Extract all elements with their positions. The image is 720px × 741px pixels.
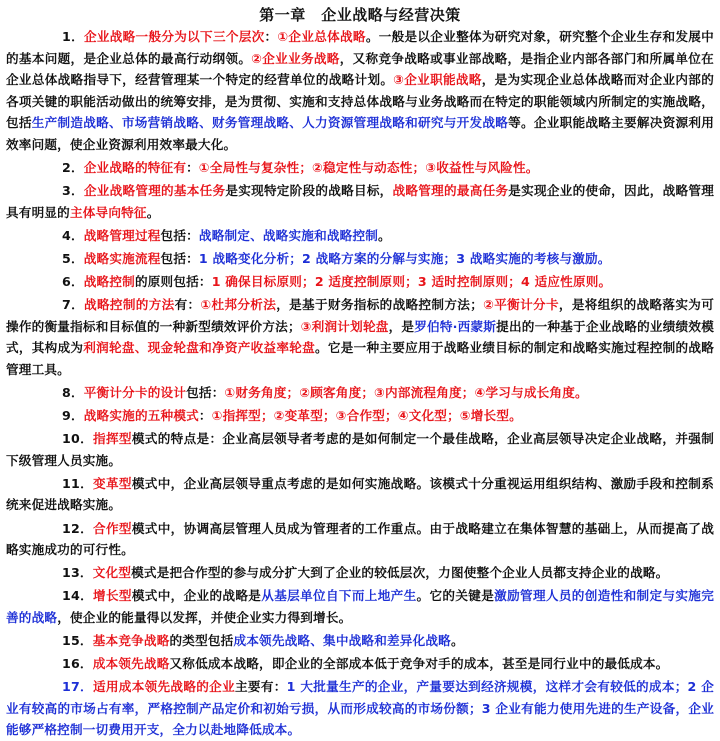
- body-text-segment: 模式中，协调高层管理人员成为管理者的工作重点。由于战略建立在集体智慧的基础上，从而提高了战略实施成功的可行性。: [6, 520, 714, 558]
- paragraph-item-17: [0, 676, 720, 741]
- body-text-segment: ：: [198, 408, 212, 424]
- body-text-segment: 有：: [174, 297, 201, 313]
- paragraph-item-7: [0, 294, 720, 380]
- red-highlight-segment: 文化型: [92, 565, 132, 581]
- body-text-segment: 模式中，企业高层领导重点考虑的是如何实施战略。该模式十分重视运用组织结构、激励手段和控制系统来促进战略实施。: [6, 475, 714, 513]
- paragraph-item-11: [0, 473, 720, 516]
- red-highlight-segment: 战略控制: [83, 274, 135, 290]
- paragraph-item-14: [0, 585, 720, 628]
- body-text-segment: 。: [146, 204, 160, 220]
- document-page: [0, 4, 720, 738]
- body-text-segment: 16．: [62, 656, 93, 672]
- body-text-segment: 。它是一种主要应用于战略业绩目标的制定和战略实施过程控制的战略管理工具。: [6, 340, 714, 377]
- body-text-segment: 8．: [62, 385, 84, 400]
- paragraph-item-13: [0, 562, 720, 584]
- red-highlight-segment: ③利润计划轮盘: [300, 318, 389, 334]
- red-highlight-segment: 战略管理的最高任务: [392, 183, 509, 199]
- body-text-segment: 5．: [62, 250, 84, 266]
- body-text-segment: ：: [264, 29, 278, 44]
- body-text-segment: ，又称竞争战略或事业部战略，是指企业内部各部门和所属单位在企业总体战略指导下，经营管理某一个特定的经营单位的战略计划。: [6, 50, 714, 88]
- body-text-segment: 是实现企业的使命，因此，战略管理具有明显的: [6, 183, 714, 220]
- body-text-segment: 2．: [62, 160, 84, 176]
- red-highlight-segment: 1 确保目标原则；2 适度控制原则；3 适时控制原则；4 适应性原则。: [211, 274, 612, 290]
- red-highlight-segment: ①指挥型；②变革型；③合作型；④文化型；⑤增长型。: [211, 408, 522, 424]
- paragraph-item-5: [0, 248, 720, 270]
- body-text-segment: 包括：: [186, 385, 225, 400]
- blue-highlight-segment: 1 战略变化分析；2 战略方案的分解与实施；3 战略实施的考核与激励。: [198, 250, 611, 266]
- red-highlight-segment: ①杜邦分析法: [200, 297, 277, 313]
- red-highlight-segment: 指挥型: [93, 431, 132, 447]
- paragraph-item-16: [0, 653, 720, 675]
- blue-highlight-segment: 罗伯特·西蒙斯: [414, 318, 497, 334]
- paragraph-item-6: [0, 271, 720, 293]
- paragraph-item-4: [0, 225, 720, 247]
- body-text-segment: ，是为实现企业总体战略而对企业内部的各项关键的职能活动做出的统筹安排，是为贯彻、实施和支持总体战略与业务战略而在特定的职能领域内所制定的实施战略，包括: [6, 72, 714, 131]
- paragraph-item-9: [0, 405, 720, 427]
- body-text-segment: 主要有：: [235, 679, 287, 695]
- body-text-segment: 9．: [62, 408, 84, 424]
- body-text-segment: ：: [186, 160, 199, 176]
- red-highlight-segment: 企业战略的特征有: [83, 160, 187, 176]
- blue-highlight-segment: 从基层单位自下而上地产生: [261, 588, 417, 604]
- body-text-segment: 模式的特点是：企业高层领导者考虑的是如何制定一个最佳战略，企业高层领导决定企业战略，并强制下级管理人员实施。: [6, 431, 714, 468]
- red-highlight-segment: 变革型: [93, 475, 132, 491]
- body-text-segment: 。一般是以企业整体为研究对象，研究整个企业生存和发展中的基本问题，是企业总体的最高行动纲领。: [6, 29, 714, 66]
- paragraph-item-8: [0, 382, 720, 404]
- red-highlight-segment: 战略管理过程: [83, 227, 161, 243]
- body-text-segment: 。: [378, 227, 391, 243]
- body-text-segment: 包括：: [160, 227, 199, 243]
- red-highlight-segment: 适用成本领先战略的企业: [92, 679, 235, 695]
- red-highlight-segment: 利润轮盘、现金轮盘和净资产收益率轮盘: [83, 340, 315, 356]
- body-text-segment: 提出的一种基于企业战略的业绩绩效模式，其构成为: [6, 318, 714, 356]
- body-text-segment: 14．: [62, 588, 94, 604]
- red-highlight-segment: 成本领先战略: [92, 656, 170, 672]
- body-text-segment: ，使企业的能量得以发挥，并使企业实力得到增长。: [57, 609, 352, 625]
- blue-highlight-segment: 17．: [62, 679, 93, 695]
- body-text-segment: 。它的关键是: [416, 588, 495, 604]
- red-highlight-segment: ①财务角度；②顾客角度；③内部流程角度；④学习与成长角度。: [224, 385, 588, 400]
- body-text-segment: 。: [450, 633, 464, 649]
- paragraph-item-15: [0, 630, 720, 652]
- blue-highlight-segment: 激励管理人员的创造性和制定与实施完善的战略: [6, 588, 714, 625]
- body-text-segment: ，是基于财务指标的战略控制方法；: [276, 297, 484, 313]
- red-highlight-segment: ①全局性与复杂性；②稳定性与动态性；③收益性与风险性。: [198, 160, 539, 176]
- body-text-segment: 模式是把合作型的参与成分扩大到了企业的较低层次，力图使整个企业人员都支持企业的战略。: [131, 565, 669, 581]
- red-highlight-segment: 战略控制的方法: [84, 297, 175, 313]
- body-text-segment: 6．: [62, 274, 84, 290]
- body-text-segment: 是实现特定阶段的战略目标，: [225, 183, 393, 199]
- red-highlight-segment: 合作型: [93, 520, 132, 536]
- red-highlight-segment: 战略实施流程: [83, 250, 161, 266]
- body-text-segment: 模式中，企业的战略是: [131, 588, 262, 604]
- body-text-segment: 12．: [62, 520, 94, 536]
- red-highlight-segment: ②平衡计分卡: [483, 297, 559, 313]
- paragraph-item-10: [0, 428, 720, 471]
- body-text-segment: 包括：: [160, 250, 199, 266]
- document-body: [0, 26, 720, 741]
- red-highlight-segment: 企业战略管理的基本任务: [83, 183, 226, 199]
- blue-highlight-segment: 1 大批量生产的企业，产量要达到经济规模，这样才会有较低的成本；2 企业有较高的市场占有率，严格控制产品定价和初始亏损，从而形成较高的市场份额；3 企业有能力使用先进的生产设备，企业能够严格控制一切费用开支，全力以赴地降低成本。: [6, 679, 714, 738]
- body-text-segment: 的类型包括: [169, 633, 234, 649]
- red-highlight-segment: 平衡计分卡的设计: [83, 385, 187, 400]
- red-highlight-segment: 企业战略一般分为以下三个层次: [83, 29, 265, 44]
- red-highlight-segment: 基本竞争战略: [92, 633, 170, 649]
- blue-highlight-segment: 成本领先战略、集中战略和差异化战略: [233, 633, 451, 649]
- body-text-segment: 15．: [62, 633, 93, 649]
- paragraph-item-1: [0, 26, 720, 156]
- paragraph-item-2: [0, 157, 720, 179]
- blue-highlight-segment: 生产制造战略、市场营销战略、财务管理战略、人力资源管理战略和研究与开发战略: [31, 115, 509, 131]
- blue-highlight-segment: 战略制定、战略实施和战略控制: [198, 227, 379, 243]
- red-highlight-segment: 主体导向特征: [69, 204, 147, 220]
- paragraph-item-3: [0, 180, 720, 223]
- red-highlight-segment: ③企业职能战略: [393, 72, 482, 88]
- red-highlight-segment: ①企业总体战略: [277, 29, 366, 44]
- body-text-segment: 7．: [62, 297, 85, 313]
- red-highlight-segment: 战略实施的五种模式: [83, 408, 199, 424]
- body-text-segment: 1．: [62, 29, 84, 44]
- body-text-segment: 的原则包括：: [134, 274, 212, 290]
- body-text-segment: 11．: [62, 475, 94, 491]
- body-text-segment: 4．: [62, 227, 84, 243]
- body-text-segment: 13．: [62, 565, 93, 581]
- body-text-segment: 又称低成本战略，即企业的全部成本低于竞争对手的成本，甚至是同行业中的最低成本。: [169, 656, 669, 672]
- body-text-segment: ，是: [388, 318, 415, 334]
- body-text-segment: 等。企业职能战略主要解决资源利用效率问题，使企业资源利用效率最大化。: [6, 115, 714, 152]
- red-highlight-segment: 增长型: [93, 588, 132, 604]
- paragraph-item-12: [0, 518, 720, 561]
- red-highlight-segment: ②企业业务战略: [251, 50, 340, 66]
- body-text-segment: ，是将组织的战略落实为可操作的衡量指标和目标值的一种新型绩效评价方法；: [6, 297, 714, 334]
- chapter-title: 第一章 企业战略与经营决策: [259, 6, 461, 24]
- body-text-segment: 3．: [62, 183, 84, 199]
- body-text-segment: 10．: [62, 431, 94, 447]
